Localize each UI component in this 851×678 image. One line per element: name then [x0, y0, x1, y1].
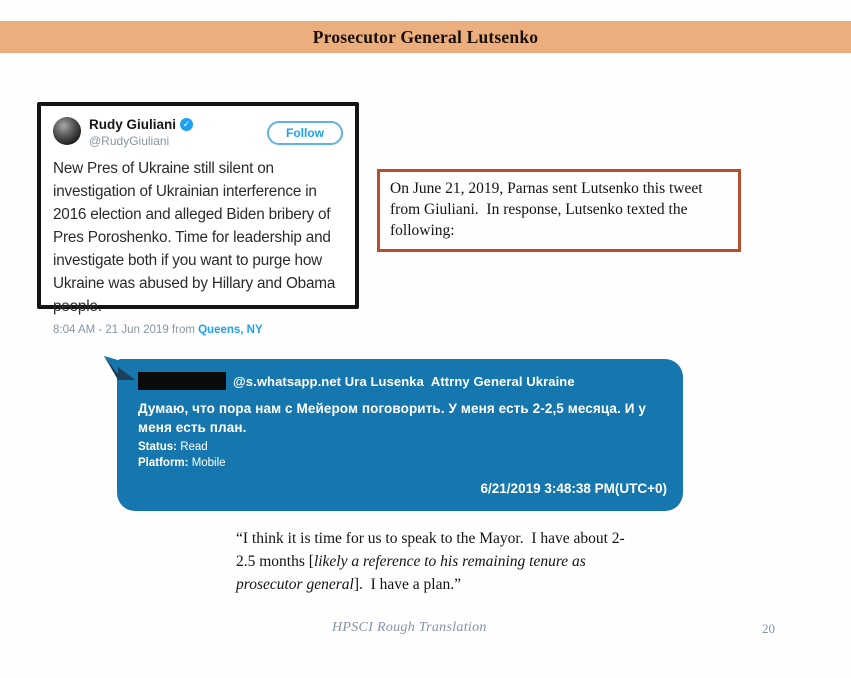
chat-platform-row	[138, 457, 667, 469]
tweet-handle: @RudyGiuliani	[89, 134, 170, 148]
verified-badge-icon: ✓	[180, 118, 193, 131]
chat-status-row	[138, 441, 667, 453]
tweet-body: New Pres of Ukraine still silent on investigation of Ukrainian interference in 2016 election and alleged Biden bribery of Pres Poroshenko. Time for leadership and investigate both if you want to purge how Ukraine was abused by Hillary and Obama people.	[53, 160, 336, 315]
chat-status-label: Status:	[138, 441, 177, 453]
chat-timestamp: 6/21/2019 3:48:38 PM(UTC+0)	[480, 481, 667, 496]
tweet-author: Rudy Giuliani	[89, 117, 177, 132]
chat-sender-row	[138, 372, 667, 390]
header-bar	[0, 21, 851, 53]
translation-quote	[236, 527, 636, 596]
tweet-header	[53, 117, 343, 148]
quote-italic-note: likely a reference to his remaining tenure as prosecutor general	[236, 553, 586, 593]
tweet-card	[37, 102, 359, 336]
quote-part1: “I think it is time for us to speak to the Mayor. I have about 2-2.5 months [	[236, 530, 625, 570]
chat-bubble	[117, 359, 683, 511]
chat-bubble-tail-icon	[104, 355, 136, 383]
tweet-meta	[53, 324, 343, 336]
chat-platform-value: Mobile	[191, 457, 226, 469]
annotation-box	[377, 169, 741, 252]
tweet-names	[89, 117, 267, 148]
footer-label: HPSCI Rough Translation	[332, 620, 487, 635]
page-title: Prosecutor General Lutsenko	[312, 26, 539, 47]
redaction-box	[138, 372, 226, 390]
follow-button[interactable]: Follow	[267, 121, 343, 145]
chat-message-text: Думаю, что пора нам с Мейером поговорить. У меня есть 2-2,5 месяца. И у меня есть план.	[138, 401, 647, 435]
chat-sender: @s.whatsapp.net Ura Lusenka Attrny General Ukraine	[233, 373, 575, 389]
tweet-timestamp: 8:04 AM - 21 Jun 2019 from	[53, 324, 199, 336]
avatar	[53, 117, 81, 145]
chat-status-value: Read	[180, 441, 208, 453]
quote-part2: ]. I have a plan.”	[353, 576, 461, 593]
annotation-text: On June 21, 2019, Parnas sent Lutsenko this tweet from Giuliani. In response, Lutsenko texted the following:	[390, 180, 703, 239]
tweet-location-link[interactable]: Queens, NY	[198, 324, 263, 336]
footer-page-number: 20	[762, 621, 775, 636]
chat-platform-label: Platform:	[138, 457, 189, 469]
